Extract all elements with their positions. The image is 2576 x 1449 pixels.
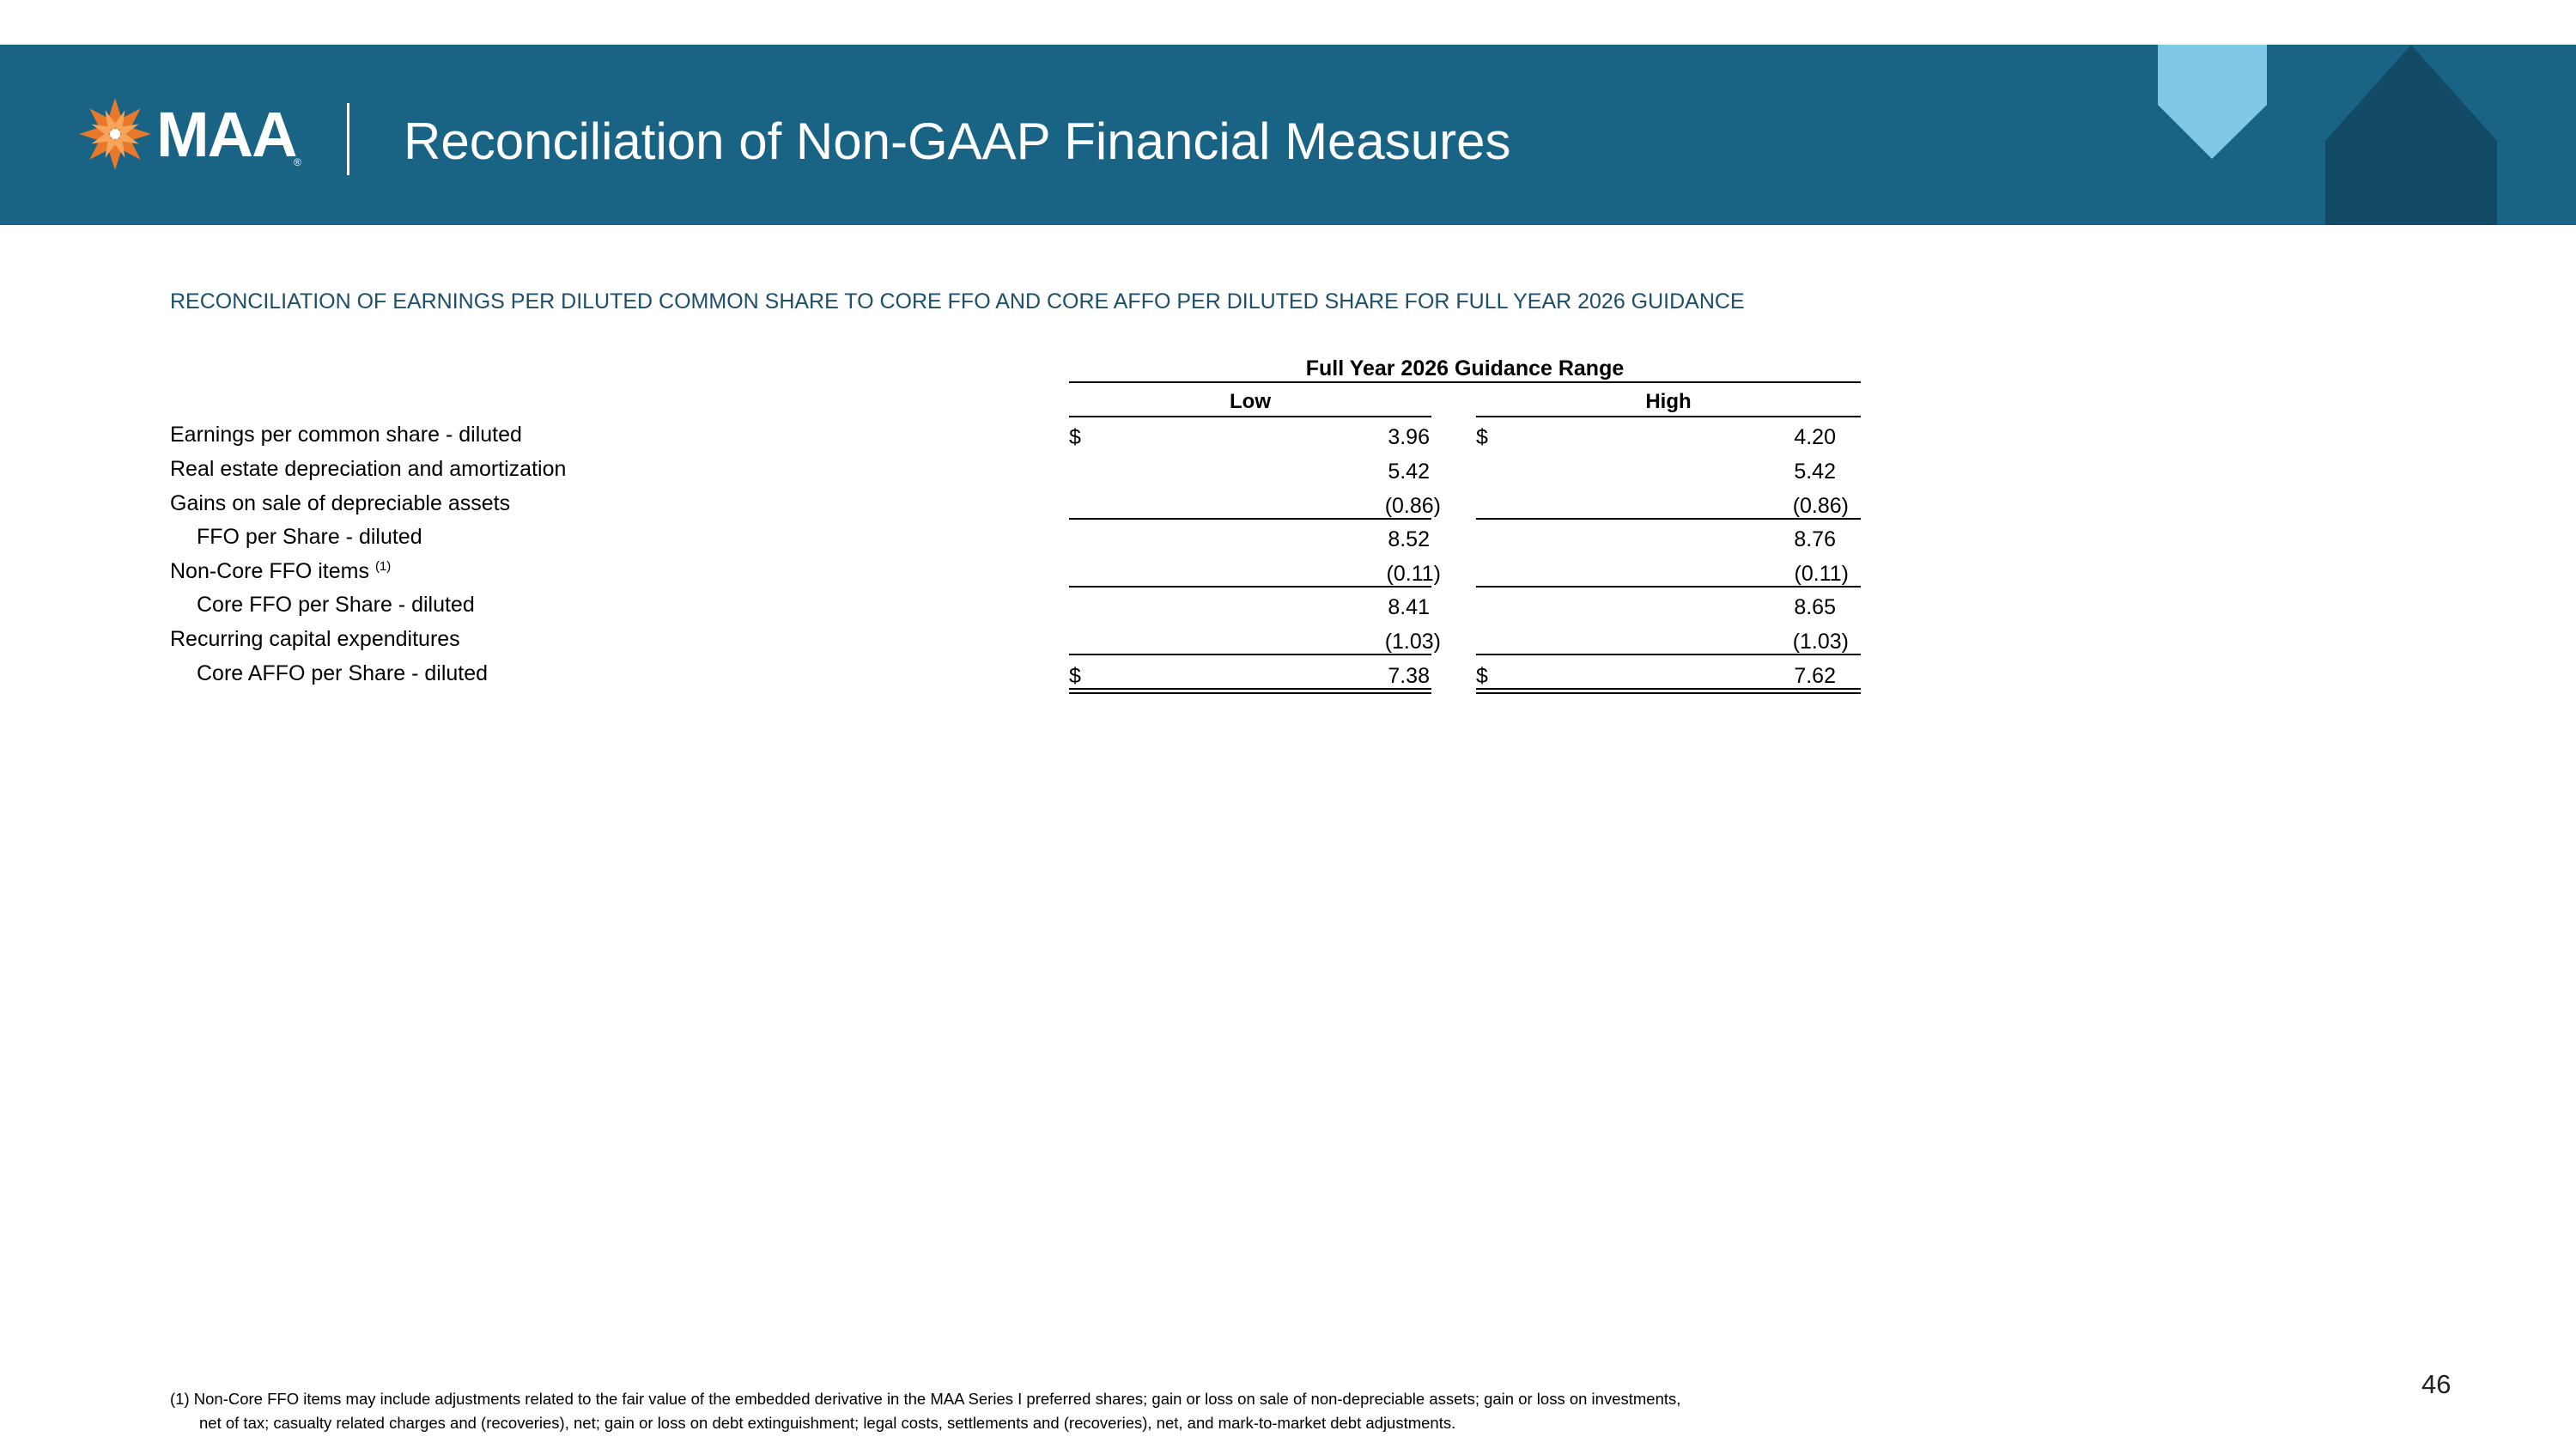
header-divider [347, 103, 349, 175]
page-number: 46 [2421, 1369, 2451, 1399]
subtotal-rule-high [1476, 518, 1861, 520]
row-label-capex: Recurring capital expenditures [170, 627, 460, 651]
registered-mark: ® [294, 156, 301, 168]
guidance-range-header: Full Year 2026 Guidance Range [1305, 356, 1625, 381]
logo-wordmark: MAA [156, 99, 296, 170]
row-label-text: Non-Core FFO items [170, 559, 369, 583]
currency-symbol: $ [1476, 664, 1488, 688]
value-low: 7.38 [1388, 664, 1430, 688]
currency-symbol: $ [1069, 664, 1081, 688]
value-high: (0.86) [1792, 494, 1849, 518]
value-low: (0.86) [1384, 494, 1441, 518]
header-banner [0, 45, 2576, 225]
value-high: 4.20 [1794, 425, 1836, 449]
footnote-line-2: net of tax; casualty related charges and (recoveries), net; gain or loss on debt extinguishment; legal costs, settlements and (recoveries), net, and mark-to-market debt adjustments. [199, 1414, 1456, 1432]
value-high: (1.03) [1792, 630, 1849, 654]
value-high: 8.76 [1794, 527, 1836, 551]
value-high: 7.62 [1794, 664, 1836, 688]
sunburst-logo-icon [79, 96, 151, 172]
row-label-core-affo: Core AFFO per Share - diluted [197, 661, 489, 685]
section-subtitle: RECONCILIATION OF EARNINGS PER DILUTED COMMON SHARE TO CORE FFO AND CORE AFFO PER DILUTED SHARE FOR FULL YEAR 2026 GUIDANCE [170, 289, 1745, 314]
value-high: 5.42 [1794, 460, 1836, 484]
total-double-rule-high [1476, 688, 1861, 694]
value-high: (0.11) [1794, 562, 1849, 586]
row-label-gains-on-sale: Gains on sale of depreciable assets [170, 491, 511, 515]
row-label-eps: Earnings per common share - diluted [170, 423, 522, 447]
house-shape-icon [2325, 45, 2497, 225]
total-double-rule-low [1069, 688, 1431, 694]
value-high: 8.65 [1794, 595, 1836, 619]
value-low: 3.96 [1388, 425, 1430, 449]
subtotal-rule-high [1476, 654, 1861, 655]
row-label-non-core-ffo [170, 557, 391, 586]
row-label-core-ffo: Core FFO per Share - diluted [197, 593, 475, 617]
subtotal-rule-low [1069, 654, 1431, 655]
footnote [170, 1387, 1887, 1435]
footnote-ref: (1) [374, 559, 392, 574]
row-label-ffo: FFO per Share - diluted [197, 525, 422, 549]
footnote-line-1: (1) Non-Core FFO items may include adjustments related to the fair value of the embedded derivative in the MAA Series I preferred shares; gain or loss on sale of non-depreciable assets; gain or loss on investments, [170, 1390, 1681, 1408]
page-title: Reconciliation of Non-GAAP Financial Measures [404, 113, 1511, 170]
value-low: 8.41 [1388, 595, 1430, 619]
subtotal-rule-low [1069, 518, 1431, 520]
column-header-low: Low [1230, 390, 1271, 413]
subtotal-rule-low [1069, 586, 1431, 588]
column-rule-high [1476, 416, 1861, 417]
subtotal-rule-high [1476, 586, 1861, 588]
value-low: 5.42 [1388, 460, 1430, 484]
currency-symbol: $ [1069, 425, 1081, 449]
value-low: (0.11) [1386, 562, 1441, 586]
column-header-high: High [1645, 390, 1692, 413]
chevron-banner-icon [2158, 45, 2269, 161]
currency-symbol: $ [1476, 425, 1488, 449]
column-rule-low [1069, 416, 1431, 417]
value-low: (1.03) [1384, 630, 1441, 654]
row-label-depreciation: Real estate depreciation and amortization [170, 457, 567, 481]
value-low: 8.52 [1388, 527, 1430, 551]
header-rule [1069, 381, 1861, 383]
maa-logo[interactable] [79, 96, 311, 182]
